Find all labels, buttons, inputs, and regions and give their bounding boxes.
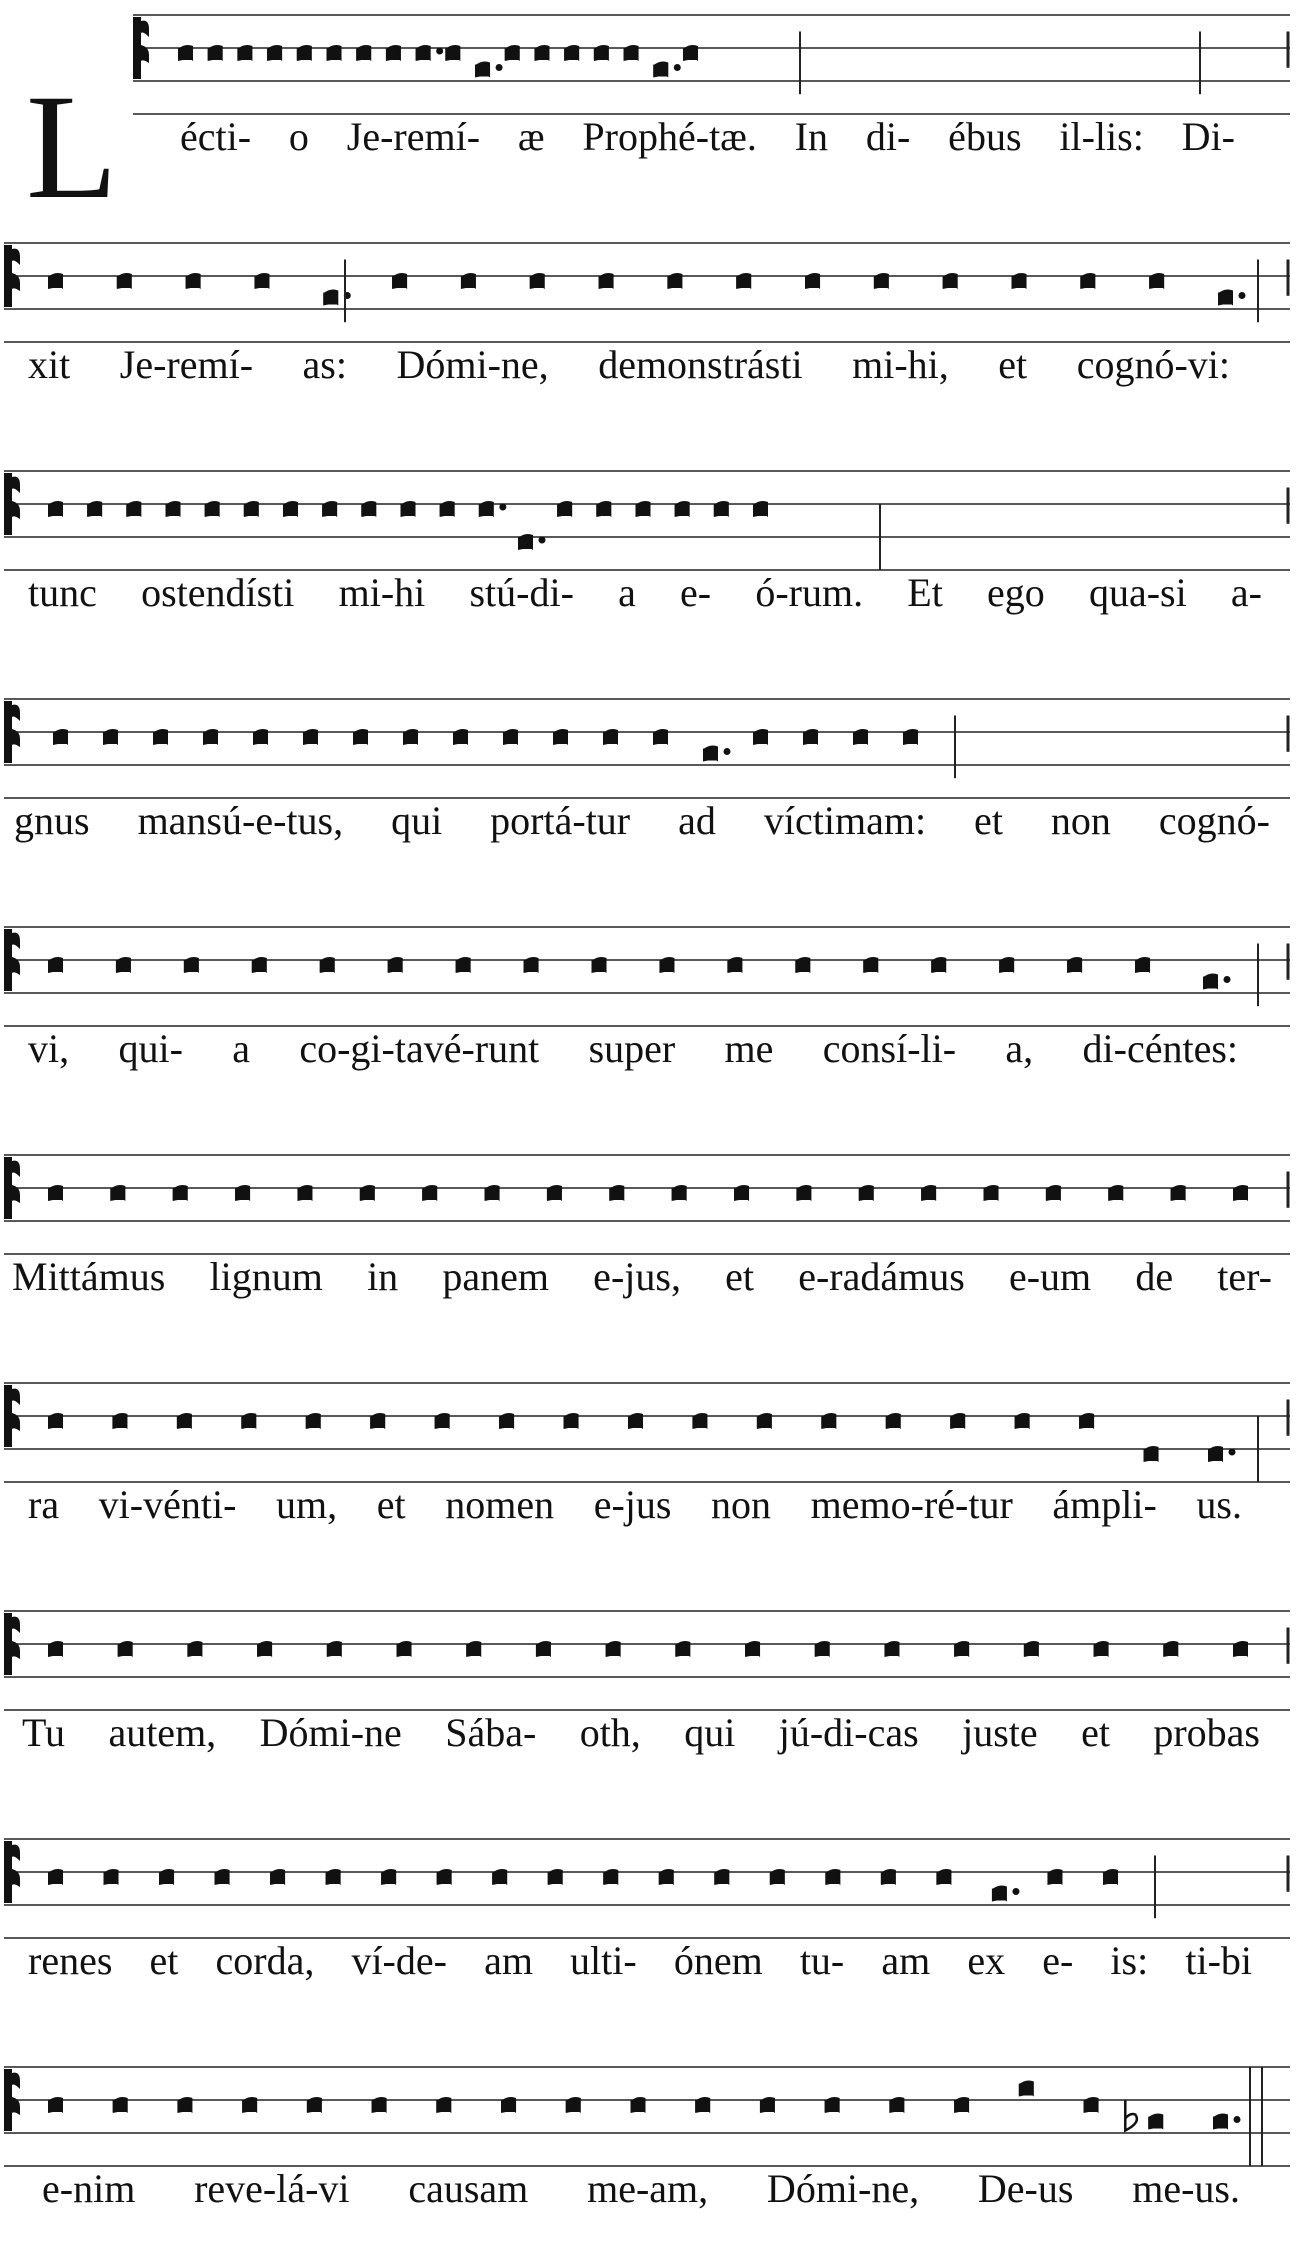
note-punctum <box>297 1185 312 1201</box>
note-punctum <box>461 273 476 289</box>
note-punctum <box>1213 2114 1241 2130</box>
note-punctum <box>603 1869 618 1885</box>
note-punctum <box>87 501 102 517</box>
note-punctum <box>177 2097 192 2113</box>
note-punctum <box>796 1185 811 1201</box>
note-punctum <box>257 1641 272 1657</box>
note-punctum <box>714 1869 729 1885</box>
note-punctum <box>117 273 132 289</box>
mora-dot <box>499 504 506 511</box>
note-punctum <box>936 1869 951 1885</box>
note-punctum <box>592 957 607 973</box>
note-punctum <box>501 2097 516 2113</box>
lyric-line: Tu autem, Dómi-ne Sába- oth, qui jú-di-cas juste et probas <box>22 1710 1260 1755</box>
note-punctum <box>524 957 539 973</box>
note-punctum <box>237 45 252 61</box>
note-punctum <box>659 1869 674 1885</box>
note-punctum <box>530 273 545 289</box>
note-punctum <box>1047 1869 1062 1885</box>
note-punctum <box>736 273 751 289</box>
mora-dot <box>1229 1449 1236 1456</box>
note-punctum <box>48 1641 63 1657</box>
note-punctum <box>547 1185 562 1201</box>
note-punctum <box>118 1641 133 1657</box>
note-punctum <box>760 2097 775 2113</box>
note-punctum <box>178 45 193 61</box>
note-punctum <box>306 1413 321 1429</box>
staff-system <box>133 15 1290 114</box>
note-punctum <box>307 2097 322 2113</box>
note-punctum <box>436 2097 451 2113</box>
note-punctum <box>485 1185 500 1201</box>
note-punctum <box>675 501 690 517</box>
lyric-line: ra vi-vénti- um, et nomen e-jus non memo-ré-tur ámpli- us. <box>28 1482 1242 1527</box>
note-punctum <box>1171 1185 1186 1201</box>
note-punctum <box>954 2097 969 2113</box>
note-punctum <box>475 62 503 78</box>
note-punctum <box>672 1185 687 1201</box>
note-punctum <box>1015 1413 1030 1429</box>
note-punctum <box>505 45 520 61</box>
note-punctum <box>703 746 731 762</box>
mora-dot <box>1012 1888 1019 1895</box>
note-punctum <box>370 1413 385 1429</box>
note-punctum <box>821 1413 836 1429</box>
note-punctum <box>437 1869 452 1885</box>
note-punctum <box>653 62 681 78</box>
note-punctum <box>631 2097 646 2113</box>
note-punctum <box>297 45 312 61</box>
staff-system <box>4 1611 1290 1710</box>
note-punctum <box>116 957 131 973</box>
note-punctum <box>386 45 401 61</box>
note-punctum <box>252 957 267 973</box>
note-punctum <box>692 1413 707 1429</box>
note-punctum <box>270 1869 285 1885</box>
note-punctum <box>757 1413 772 1429</box>
note-punctum <box>440 501 455 517</box>
note-punctum <box>815 1641 830 1657</box>
note-punctum <box>853 729 868 745</box>
note-punctum <box>48 501 63 517</box>
note-punctum <box>499 1413 514 1429</box>
note-punctum <box>208 45 223 61</box>
staff-system <box>4 927 1290 1026</box>
note-punctum <box>564 45 579 61</box>
mora-dot <box>436 48 443 55</box>
note-punctum <box>303 729 318 745</box>
note-punctum <box>166 501 181 517</box>
note-punctum <box>1144 1446 1159 1462</box>
note-punctum <box>1046 1185 1061 1201</box>
lyric-line: xit Je-remí- as: Dómi-ne, demonstrásti mi-hi, et cognó-vi: <box>28 342 1230 387</box>
note-punctum <box>805 273 820 289</box>
note-punctum <box>435 1413 450 1429</box>
staff-system <box>4 2067 1290 2166</box>
note-punctum <box>173 1185 188 1201</box>
note-punctum <box>636 501 651 517</box>
note-punctum <box>609 1185 624 1201</box>
note-punctum <box>492 1869 507 1885</box>
note-punctum <box>320 957 335 973</box>
note-punctum <box>103 729 118 745</box>
lyric-line: e-nim reve-lá-vi causam me-am, Dómi-ne, De-us me-us. <box>42 2166 1240 2211</box>
lyric-line: tunc ostendísti mi-hi stú-di- a e- ó-rum. Et ego qua-si a- <box>28 570 1262 615</box>
note-punctum <box>466 1641 481 1657</box>
note-punctum <box>564 1413 579 1429</box>
note-punctum <box>327 45 342 61</box>
note-punctum <box>322 501 337 517</box>
staff-system <box>4 243 1290 342</box>
note-punctum <box>323 290 351 306</box>
note-punctum <box>753 501 768 517</box>
note-punctum <box>745 1641 760 1657</box>
note-punctum <box>825 1869 840 1885</box>
note-punctum <box>1135 957 1150 973</box>
note-punctum <box>548 1869 563 1885</box>
lyric-line: gnus mansú-e-tus, qui portá-tur ad víctimam: et non cognó- <box>14 798 1270 843</box>
note-punctum <box>327 1641 342 1657</box>
note-punctum <box>215 1869 230 1885</box>
note-punctum <box>388 957 403 973</box>
note-punctum <box>360 1185 375 1201</box>
note-punctum <box>566 2097 581 2113</box>
lyric-line: renes et corda, ví-de- am ulti- ónem tu- am ex e- is: ti-bi <box>28 1938 1252 1983</box>
drop-cap-initial: L <box>26 64 118 230</box>
note-punctum <box>770 1869 785 1885</box>
staff-system <box>4 1839 1290 1938</box>
note-punctum <box>1218 290 1246 306</box>
note-punctum <box>361 501 376 517</box>
note-punctum <box>943 273 958 289</box>
note-punctum <box>153 729 168 745</box>
note-punctum <box>984 1185 999 1201</box>
note-punctum <box>859 1185 874 1201</box>
note-punctum <box>401 501 416 517</box>
note-punctum <box>392 273 407 289</box>
note-punctum <box>503 729 518 745</box>
note-punctum <box>886 1413 901 1429</box>
note-punctum <box>825 2097 840 2113</box>
note-punctum <box>863 957 878 973</box>
note-punctum <box>267 45 282 61</box>
note-punctum <box>456 957 471 973</box>
note-punctum <box>667 273 682 289</box>
note-punctum <box>714 501 729 517</box>
note-punctum <box>695 2097 710 2113</box>
note-punctum <box>48 2097 63 2113</box>
note-punctum <box>803 729 818 745</box>
note-punctum <box>254 273 269 289</box>
note-punctum <box>453 729 468 745</box>
note-punctum <box>599 273 614 289</box>
note-punctum <box>283 501 298 517</box>
lyric-line: écti- o Je-remí- æ Prophé-tæ. In di- ébus il-lis: Di- <box>180 114 1235 159</box>
note-punctum <box>727 957 742 973</box>
note-punctum <box>1163 1641 1178 1657</box>
note-punctum <box>950 1413 965 1429</box>
note-punctum <box>110 1185 125 1201</box>
note-punctum <box>1233 1641 1248 1657</box>
note-punctum <box>397 1641 412 1657</box>
note-punctum <box>628 1413 643 1429</box>
note-punctum <box>242 2097 257 2113</box>
note-punctum <box>205 501 220 517</box>
note-punctum <box>753 729 768 745</box>
note-punctum <box>353 729 368 745</box>
mora-dot <box>539 537 546 544</box>
mora-dot <box>1239 292 1246 299</box>
note-punctum <box>534 45 549 61</box>
note-punctum <box>177 1413 192 1429</box>
note-punctum <box>104 1869 119 1885</box>
note-punctum <box>675 1641 690 1657</box>
note-punctum <box>992 1886 1020 1902</box>
note-punctum <box>659 957 674 973</box>
mora-dot <box>724 748 731 755</box>
note-punctum <box>683 45 698 61</box>
mora-dot <box>496 64 503 71</box>
note-punctum <box>48 1185 63 1201</box>
note-punctum <box>884 1641 899 1657</box>
note-punctum <box>1012 273 1027 289</box>
note-punctum <box>113 2097 128 2113</box>
note-punctum <box>1203 974 1231 990</box>
note-punctum <box>112 1413 127 1429</box>
note-punctum <box>1067 957 1082 973</box>
note-punctum <box>1024 1641 1039 1657</box>
note-punctum <box>159 1869 174 1885</box>
note-punctum <box>795 957 810 973</box>
note-punctum <box>445 45 460 61</box>
note-punctum <box>403 729 418 745</box>
note-punctum <box>903 729 918 745</box>
note-punctum <box>1233 1185 1248 1201</box>
note-punctum <box>999 957 1014 973</box>
note-punctum <box>1084 2097 1099 2113</box>
note-punctum <box>241 1413 256 1429</box>
mora-dot <box>1224 976 1231 983</box>
note-punctum <box>235 1185 250 1201</box>
note-punctum <box>187 1641 202 1657</box>
mora-dot <box>1234 2116 1241 2123</box>
note-punctum <box>931 957 946 973</box>
note-punctum <box>372 2097 387 2113</box>
note-punctum <box>48 1413 63 1429</box>
note-punctum <box>184 957 199 973</box>
note-punctum <box>921 1185 936 1201</box>
note-punctum <box>422 1185 437 1201</box>
note-punctum <box>594 45 609 61</box>
note-punctum <box>356 45 371 61</box>
note-punctum <box>244 501 259 517</box>
note-punctum <box>954 1641 969 1657</box>
note-punctum <box>1019 2081 1034 2097</box>
note-punctum <box>48 957 63 973</box>
lyric-line: Mittámus lignum in panem e-jus, et e-radámus e-um de ter- <box>12 1254 1272 1299</box>
note-punctum <box>1108 1185 1123 1201</box>
note-punctum <box>53 729 68 745</box>
staff-system <box>4 1383 1290 1482</box>
note-punctum <box>1149 273 1164 289</box>
note-punctum <box>326 1869 341 1885</box>
note-punctum <box>603 729 618 745</box>
note-punctum <box>126 501 141 517</box>
staff-system <box>4 471 1290 570</box>
staff-system <box>4 1155 1290 1254</box>
flat-icon <box>1125 2101 1137 2131</box>
lyric-line: vi, qui- a co-gi-tavé-runt super me consí-li- a, di-céntes: <box>28 1026 1238 1071</box>
note-punctum <box>48 273 63 289</box>
note-punctum <box>889 2097 904 2113</box>
note-punctum <box>553 729 568 745</box>
mora-dot <box>674 64 681 71</box>
note-punctum <box>203 729 218 745</box>
note-punctum <box>653 729 668 745</box>
note-punctum <box>381 1869 396 1885</box>
staff-system <box>4 699 1290 798</box>
note-punctum <box>1094 1641 1109 1657</box>
note-punctum <box>874 273 889 289</box>
note-punctum <box>1148 2114 1163 2130</box>
note-punctum <box>186 273 201 289</box>
note-punctum <box>606 1641 621 1657</box>
note-punctum <box>1103 1869 1118 1885</box>
note-punctum <box>253 729 268 745</box>
note-punctum <box>881 1869 896 1885</box>
note-punctum <box>536 1641 551 1657</box>
note-punctum <box>1079 1413 1094 1429</box>
note-punctum <box>48 1869 63 1885</box>
note-punctum <box>557 501 572 517</box>
note-punctum <box>596 501 611 517</box>
note-punctum <box>624 45 639 61</box>
note-punctum <box>1080 273 1095 289</box>
note-punctum <box>734 1185 749 1201</box>
